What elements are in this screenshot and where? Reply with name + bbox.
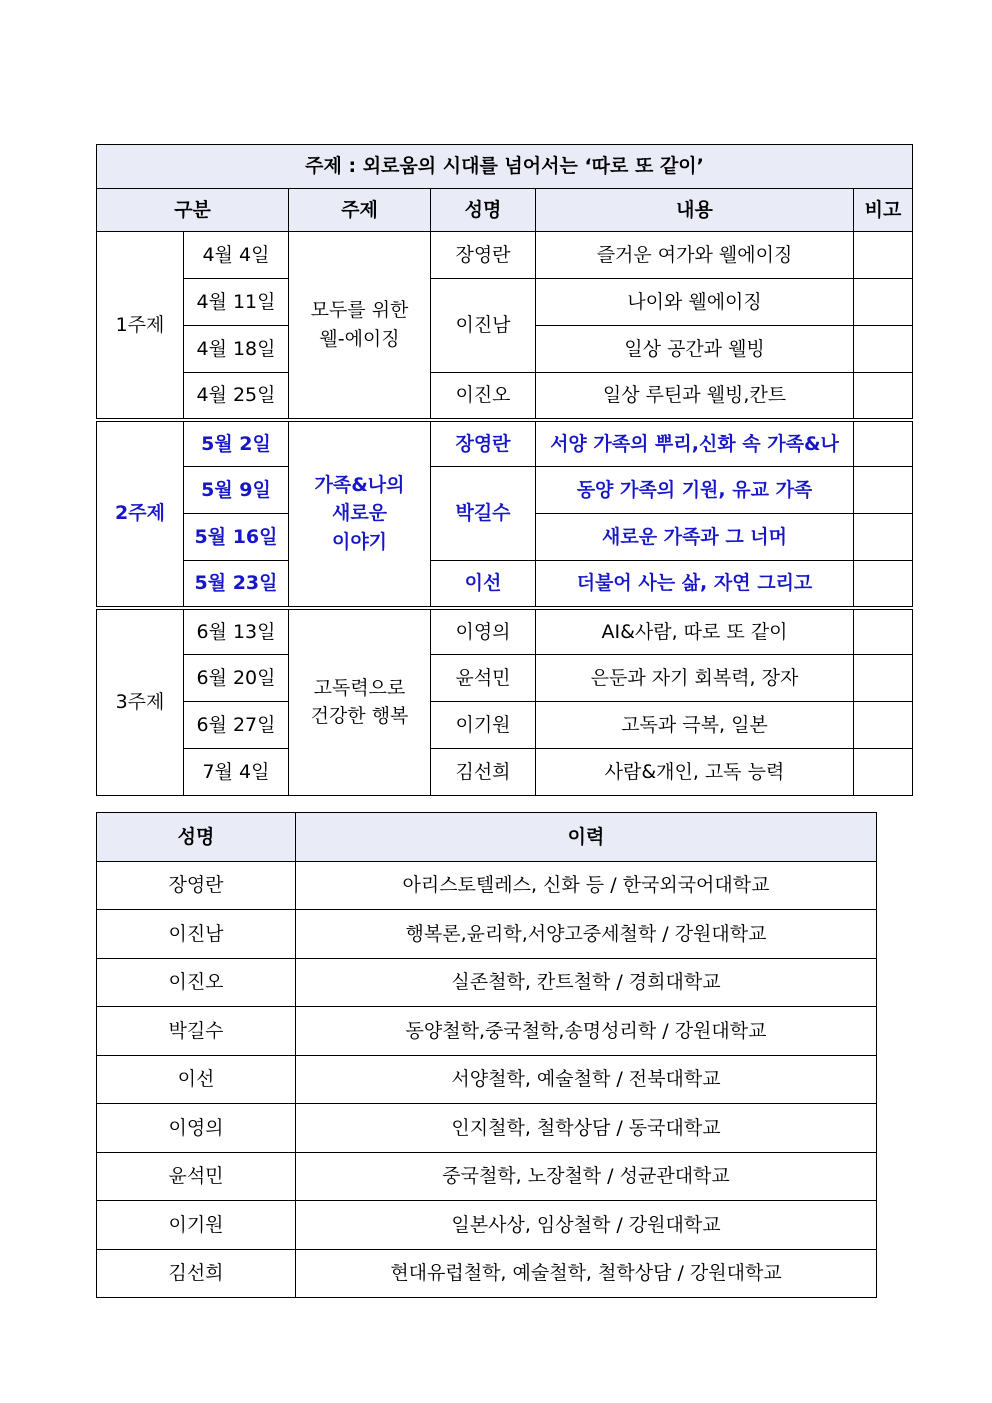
session-content: 즐거운 여가와 웰에이징 xyxy=(536,232,854,279)
schedule-table xyxy=(96,144,913,796)
note-cell xyxy=(854,561,913,608)
header-note: 비고 xyxy=(854,189,913,232)
session-date: 5월 2일 xyxy=(184,420,289,467)
session-date: 4월 18일 xyxy=(184,326,289,373)
session-content: 사람&개인, 고독 능력 xyxy=(536,749,854,796)
lecturer-name: 윤석민 xyxy=(431,655,536,702)
bio-career: 일본사상, 임상철학 / 강원대학교 xyxy=(296,1201,877,1250)
session-date: 6월 13일 xyxy=(184,608,289,655)
bio-name: 이진오 xyxy=(97,958,296,1007)
table-row xyxy=(97,958,877,1007)
note-cell xyxy=(854,608,913,655)
session-content: 고독과 극복, 일본 xyxy=(536,702,854,749)
table-row xyxy=(97,1152,877,1201)
table-row xyxy=(97,1007,877,1056)
lecturer-name: 이기원 xyxy=(431,702,536,749)
session-content: 동양 가족의 기원, 유교 가족 xyxy=(536,467,854,514)
session-content: 일상 루틴과 웰빙,칸트 xyxy=(536,373,854,420)
bio-career: 인지철학, 철학상담 / 동국대학교 xyxy=(296,1104,877,1153)
week-theme xyxy=(289,420,431,608)
table-row xyxy=(97,279,913,326)
week-theme xyxy=(289,232,431,420)
note-cell xyxy=(854,373,913,420)
note-cell xyxy=(854,514,913,561)
session-content: 서양 가족의 뿌리,신화 속 가족&나 xyxy=(536,420,854,467)
header-content: 내용 xyxy=(536,189,854,232)
week-label: 3주제 xyxy=(97,608,184,796)
bio-name: 윤석민 xyxy=(97,1152,296,1201)
lecturer-name: 박길수 xyxy=(431,467,536,561)
theme-line: 새로운 xyxy=(331,502,388,525)
week-label: 2주제 xyxy=(97,420,184,608)
table-row xyxy=(97,1055,877,1104)
lecturer-name: 이진오 xyxy=(431,373,536,420)
table-row xyxy=(97,910,877,959)
note-cell xyxy=(854,749,913,796)
theme-line: 이야기 xyxy=(331,530,388,553)
session-content: AI&사람, 따로 또 같이 xyxy=(536,608,854,655)
bio-name: 이기원 xyxy=(97,1201,296,1250)
session-date: 4월 25일 xyxy=(184,373,289,420)
bio-header-row xyxy=(97,813,877,862)
theme-line: 건강한 행복 xyxy=(310,705,409,728)
bio-career: 동양철학,중국철학,송명성리학 / 강원대학교 xyxy=(296,1007,877,1056)
bio-career: 현대유럽철학, 예술철학, 철학상담 / 강원대학교 xyxy=(296,1249,877,1298)
session-date: 4월 11일 xyxy=(184,279,289,326)
lecturer-name: 장영란 xyxy=(431,232,536,279)
session-content: 은둔과 자기 회복력, 장자 xyxy=(536,655,854,702)
bio-name: 이진남 xyxy=(97,910,296,959)
header-theme: 주제 xyxy=(289,189,431,232)
bio-name: 이영의 xyxy=(97,1104,296,1153)
table-row xyxy=(97,232,913,279)
theme-line: 웰-에이징 xyxy=(319,327,400,350)
bio-career: 실존철학, 칸트철학 / 경희대학교 xyxy=(296,958,877,1007)
note-cell xyxy=(854,279,913,326)
session-content: 더불어 사는 삶, 자연 그리고 xyxy=(536,561,854,608)
table-row xyxy=(97,749,913,796)
session-date: 5월 9일 xyxy=(184,467,289,514)
bio-name: 박길수 xyxy=(97,1007,296,1056)
lecturer-bio-table xyxy=(96,812,877,1298)
bio-career: 행복론,윤리학,서양고중세철학 / 강원대학교 xyxy=(296,910,877,959)
bio-name: 장영란 xyxy=(97,861,296,910)
table-row xyxy=(97,420,913,467)
session-date: 4월 4일 xyxy=(184,232,289,279)
session-date: 6월 27일 xyxy=(184,702,289,749)
week-label: 1주제 xyxy=(97,232,184,420)
schedule-title: 주제 : 외로움의 시대를 넘어서는 ‘따로 또 같이’ xyxy=(97,145,913,189)
note-cell xyxy=(854,655,913,702)
table-row xyxy=(97,608,913,655)
theme-line: 가족&나의 xyxy=(314,473,405,496)
bio-career: 아리스토텔레스, 신화 등 / 한국외국어대학교 xyxy=(296,861,877,910)
lecturer-name: 김선희 xyxy=(431,749,536,796)
note-cell xyxy=(854,467,913,514)
session-content: 새로운 가족과 그 너머 xyxy=(536,514,854,561)
table-row xyxy=(97,1201,877,1250)
table-row xyxy=(97,561,913,608)
table-row xyxy=(97,702,913,749)
bio-name: 김선희 xyxy=(97,1249,296,1298)
session-content: 일상 공간과 웰빙 xyxy=(536,326,854,373)
week-theme xyxy=(289,608,431,796)
session-date: 7월 4일 xyxy=(184,749,289,796)
session-date: 5월 16일 xyxy=(184,514,289,561)
session-date: 6월 20일 xyxy=(184,655,289,702)
bio-header-career: 이력 xyxy=(296,813,877,862)
header-division: 구분 xyxy=(97,189,289,232)
lecturer-name: 이진남 xyxy=(431,279,536,373)
bio-header-name: 성명 xyxy=(97,813,296,862)
theme-line: 고독력으로 xyxy=(313,676,406,699)
note-cell xyxy=(854,326,913,373)
lecturer-name: 장영란 xyxy=(431,420,536,467)
table-row xyxy=(97,467,913,514)
bio-career: 중국철학, 노장철학 / 성균관대학교 xyxy=(296,1152,877,1201)
table-row xyxy=(97,1104,877,1153)
table-row xyxy=(97,373,913,420)
note-cell xyxy=(854,420,913,467)
note-cell xyxy=(854,702,913,749)
table-row xyxy=(97,1249,877,1298)
session-date: 5월 23일 xyxy=(184,561,289,608)
theme-line: 모두를 위한 xyxy=(310,299,409,322)
bio-name: 이선 xyxy=(97,1055,296,1104)
bio-career: 서양철학, 예술철학 / 전북대학교 xyxy=(296,1055,877,1104)
table-row xyxy=(97,655,913,702)
lecturer-name: 이선 xyxy=(431,561,536,608)
lecturer-name: 이영의 xyxy=(431,608,536,655)
note-cell xyxy=(854,232,913,279)
session-content: 나이와 웰에이징 xyxy=(536,279,854,326)
header-name: 성명 xyxy=(431,189,536,232)
table-row xyxy=(97,861,877,910)
